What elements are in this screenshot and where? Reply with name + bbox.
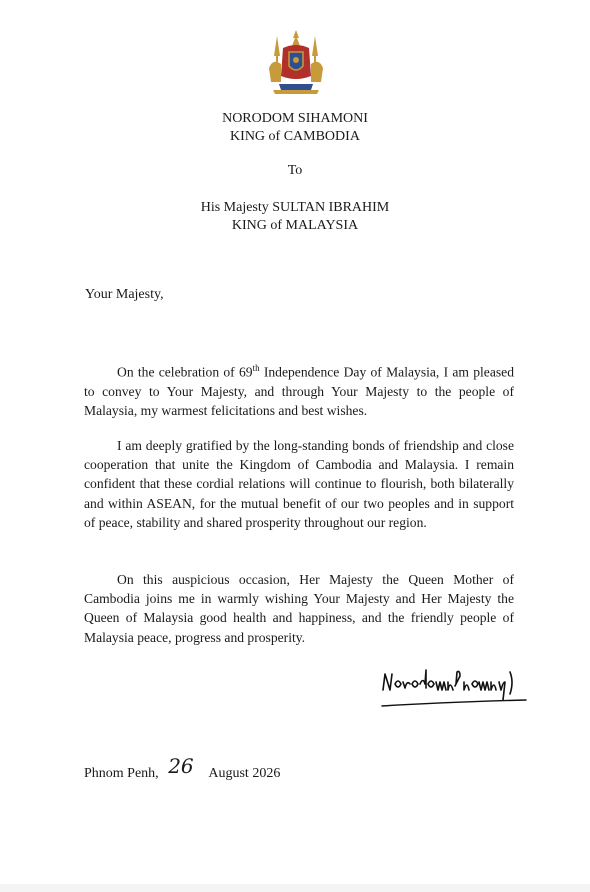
salutation: Your Majesty, — [85, 287, 164, 302]
handwritten-day: 26 — [168, 754, 194, 778]
sender-title: KING of CAMBODIA — [230, 129, 360, 144]
recipient-title: KING of MALAYSIA — [231, 218, 359, 233]
paragraph-1-start: On the celebration of 69 — [117, 364, 253, 380]
ordinal-suffix: th — [252, 363, 260, 373]
royal-arms-emblem-icon — [263, 28, 329, 96]
body-paragraph-1 — [84, 359, 514, 420]
month-year: August 2026 — [208, 766, 281, 781]
royal-arms-of-cambodia-icon — [263, 28, 329, 96]
sender-name: NORODOM SIHAMONI — [222, 111, 368, 126]
recipient-name: His Majesty SULTAN IBRAHIM — [200, 200, 390, 215]
handwritten-signature-icon — [378, 660, 528, 720]
body-paragraph-3: On this auspicious occasion, Her Majesty the Queen Mother of Cambodia joins me in warmly wishing Your Majesty and Her Majesty the Queen of Malaysia good health and happiness, and the friendly people of Malaysia peace, progress and prosperity. — [84, 572, 514, 645]
date-line — [84, 754, 281, 783]
page-bottom-edge — [0, 884, 590, 892]
to-label: To — [287, 163, 303, 178]
body-paragraph-2: I am deeply gratified by the long-standing bonds of friendship and close cooperation that unite the Kingdom of Cambodia and Malaysia. I remain confident that these cordial relations will continue to flourish, both bilaterally and within ASEAN, for the mutual benefit of our two peoples and in support of peace, stability and shared prosperity throughout our region. — [84, 438, 514, 530]
place: Phnom Penh, — [84, 766, 159, 781]
paragraph-1-rest: Independence Day of Malaysia, I am pleased to convey to Your Majesty, and through Your Majesty to the people of Malaysia, my warmest felicitations and best wishes. — [84, 364, 514, 418]
signature — [378, 660, 528, 720]
